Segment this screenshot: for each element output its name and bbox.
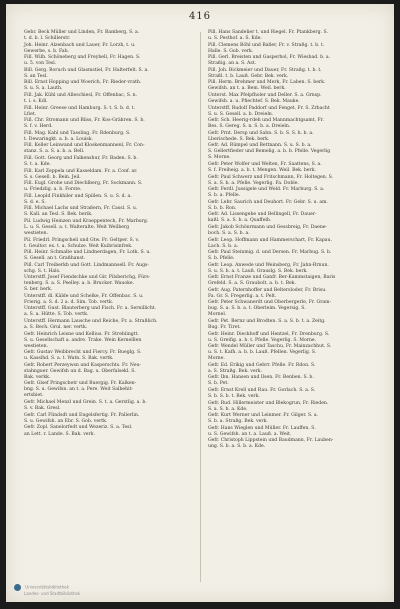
register-entry xyxy=(208,55,380,67)
entry-line: Gefr. Peter Wolfer und Welten, Fr. Saattens, S. a. xyxy=(208,161,322,167)
register-entry xyxy=(24,238,196,250)
entry-line: S. u. S. a. Lauth. xyxy=(24,86,63,92)
entry-line: S. f. v. Herd. xyxy=(24,124,53,130)
register-entry xyxy=(24,400,196,412)
entry-line: S. f. Freiheig. a. b. t. Mengen. Weil. Bek. berk. xyxy=(208,167,316,173)
left-column xyxy=(24,30,196,438)
entry-line: Gewifsh. a. u. Pfiechtef. S. Bek. Mauke. xyxy=(208,98,300,104)
register-entry xyxy=(208,43,380,55)
register-entry xyxy=(24,319,196,331)
entry-line: u. Friedzlig. a. b. Forste. xyxy=(24,187,82,193)
watermark-line-1: Universitätsbibliothek xyxy=(25,584,69,590)
entry-line: Fill. Gott. Georg und Falkenshur, Fr. Baden. S. b. xyxy=(24,155,138,161)
register-entry xyxy=(208,426,380,438)
entry-line: Unterstff. Rudolf Paddorf und Fenget, Fr. S. Zrbacht xyxy=(208,105,330,111)
register-entry xyxy=(24,80,196,92)
register-entry xyxy=(208,93,380,105)
entry-line: Gefr. Ernst Krell und Rau. Fr. Gorlach. S. a. S. xyxy=(208,388,316,394)
register-entry xyxy=(208,250,380,262)
entry-line: Gefr. Michael Menzl und Grein. S. t. a. Gerstlig. a. b. xyxy=(24,400,147,406)
entry-line: Mornel. xyxy=(208,312,227,318)
entry-line: Gefr. Gustav Weibbrecht und Fiercy. Fr. Bueglg. S. xyxy=(24,350,142,356)
register-entry xyxy=(24,250,196,262)
register-entry xyxy=(208,238,380,250)
register-entry xyxy=(24,156,196,168)
register-entry xyxy=(208,131,380,143)
entry-line: u. S. t. Kafh. a. b. b. Lauß. Pfellen. Vegerlig. S. xyxy=(208,350,317,356)
register-entry xyxy=(208,118,380,130)
entry-line: Pill. Herm. Brehmer und Merk, Fr. Laben. S. berk. xyxy=(208,80,326,86)
register-entry xyxy=(208,363,380,375)
entry-line: Grefeld. S. a. S. Graubolt. a. b. t. Bek. xyxy=(208,281,296,287)
entry-line: boch. S. a. S. b. a. xyxy=(208,230,250,236)
entry-line: bng. S. u. Gewifsn. an t. a. Pere. Weit Salbehit- xyxy=(24,387,133,393)
register-entry xyxy=(24,306,196,318)
register-entry xyxy=(208,225,380,237)
entry-line: Bill. Gerg. Boruch und Glasmstiel, Fr. Halterfelt. S. a. xyxy=(24,67,149,73)
entry-line: Fill. Karl Zeppela und Kasseldam. Fr. a. Conf. ar. xyxy=(24,168,138,174)
entry-line: S. s. Gesell. b. Bein. Jeil. xyxy=(24,174,81,180)
entry-line: Gefr. Jakob Schönrmann und Gessbreig, Fr. Daene- xyxy=(208,224,328,230)
entry-line: Gefr. Pet. Bernz und Brodten. S. a. S. b. t. a. Zeitg. xyxy=(208,319,326,325)
register-entry xyxy=(24,413,196,425)
register-entry xyxy=(24,118,196,130)
entry-line: Gewifsh. an t. a. Bem. Weil. berk. xyxy=(208,86,286,92)
register-entry xyxy=(208,300,380,318)
entry-line: Fa. Gr. S. Fregerlig. a. t. Pelt. xyxy=(208,293,277,299)
entry-line: L. u. S. Gesell. a. t. Walteralte. Weit Weilberg xyxy=(24,224,130,230)
entry-line: Gefr. Leop. Hoffmann und Hammerschart, Fr. Kapau. xyxy=(208,237,332,243)
entry-line: S. ber. berk. xyxy=(24,287,53,293)
entry-line: tenberg. S. a. S. Peelley. a. b. Brucker. Wauoke. xyxy=(24,281,135,287)
entry-line: Fill. Michael Lachs und Straßern, Fr. Cassl. S. u. xyxy=(24,206,138,212)
register-entry xyxy=(24,294,196,306)
entry-line: Bill. Ernst Hopping und Woerich, Fr. Rieder-vrath. xyxy=(24,80,142,86)
entry-line: u. 5. von Tesl. xyxy=(24,61,57,67)
entry-line: stahnguer. Gewifsh un d. Bag. u. Oberfalsekl. S. xyxy=(24,368,136,374)
entry-line: S. Gellertfieder und Bemelig. a. b. b. Pfelle. Vegerlig xyxy=(208,149,331,155)
entry-line: Lfiet. xyxy=(24,111,37,117)
entry-line: u. Kasslhd. S. a. t. Watn. S. Bak. vertk. xyxy=(24,356,114,362)
entry-line: S. u. Gewifsh. an Ebr. S. Gob. vertk. xyxy=(24,418,108,424)
entry-line: S. b. a. Pfelle. xyxy=(208,193,241,199)
entry-line: Gefr. Aug. Paternhoffer und Beltersloder, Fr. Brisu. xyxy=(208,287,327,293)
entry-line: Morne. xyxy=(208,356,225,362)
register-entry xyxy=(208,388,380,400)
entry-line: S. b. S. b. t. Bek. verk. xyxy=(208,394,260,400)
entry-line: Gefr. Heinr. Dieckhoff und Hentzel, Fr. Drenburg. S. xyxy=(208,331,330,337)
register-entry xyxy=(208,68,380,80)
page-number: 416 xyxy=(188,11,212,22)
entry-line: Frierig. a. S. d. 2 a. d. Sim. Tob. vertk. xyxy=(24,299,114,305)
register-entry xyxy=(208,401,380,413)
entry-line: kaßl. S. a. S. b. a. Quaffelb. xyxy=(208,218,272,224)
register-entry xyxy=(24,275,196,293)
column-divider xyxy=(200,32,201,582)
entry-line: a. S. Straßg. Bek. verk. xyxy=(208,368,262,374)
entry-line: S. t. a. Kde. xyxy=(24,161,51,167)
register-entry xyxy=(208,263,380,275)
entry-line: S. v. Bak. Gresl. xyxy=(24,406,61,412)
register-entry xyxy=(24,425,196,431)
entry-line: Unterst. Max Pfelpfholer und Deller. S. a. Grnsp. xyxy=(208,92,322,98)
entry-line: Bes. S. Gereg. S. n. S. b. a. Dreieln. xyxy=(208,124,291,130)
entry-line: Straßl. t. b. Lauß. Gebr. Bek. verk. xyxy=(208,73,289,79)
register-entry xyxy=(208,332,380,344)
entry-line: u. S. Greifig. a. b. t. Pfelle. Vegerlig. S. Morne. xyxy=(208,337,317,343)
register-entry xyxy=(208,375,380,387)
entry-line: Gefr. Paul Schwerz und Fritschmann, Fr. Holtegen. S. xyxy=(208,174,334,180)
right-column xyxy=(208,30,380,451)
entry-line: Unterstff. Hermann Lausche und Reiche, Fr. a. Straßlich. xyxy=(24,319,158,325)
entry-line: S. Gesell. an t. Graßhanst. xyxy=(24,256,86,262)
register-entry xyxy=(24,43,196,55)
register-entry xyxy=(24,143,196,155)
entry-line: schg. S. t. Hals. xyxy=(24,268,61,274)
entry-line: S. b. Pet. xyxy=(208,381,229,387)
entry-line: ung. S. b. a. S. b. a. Kde. xyxy=(208,444,266,450)
entry-line: Straßig. an a. S. Ast. xyxy=(208,61,257,67)
register-entry xyxy=(24,181,196,193)
entry-line: Gefr. Ad. Rümpel und Bettnann. S. u. S. b. a. xyxy=(208,143,312,149)
register-entry xyxy=(208,212,380,224)
entry-line: Pil. Ludwig Heinzen und Kraeppentech, Fr. Marburg. xyxy=(24,218,149,224)
library-watermark xyxy=(14,584,80,596)
register-entry xyxy=(24,206,196,218)
register-entry xyxy=(208,187,380,199)
entry-line: Pill. Gerl. Breisten und Gasperhol, Fr. Wiesbad. b. a. xyxy=(208,55,331,61)
entry-line: Gefr. Ad. Lissengebe und Bellingell, Fr. Dauer- xyxy=(208,212,317,218)
register-entry xyxy=(208,275,380,287)
entry-line: stanz. S. a. S. a. b. a. Bell. xyxy=(24,149,85,155)
entry-line: Fill. Keller Leinwand und Kloskenmannenl, Fr. Con- xyxy=(24,143,145,149)
entry-line: Gewerbe, s. b. Fab. xyxy=(24,48,69,54)
entry-line: S. b. a. Straßg. Bek. verk. xyxy=(208,419,268,425)
entry-line: Gefr. Hans Wieglen und Müller. Fr. Lauffen. S. xyxy=(208,425,316,431)
entry-line: Pill. Carl Treiberkh und Gott. Lindmannsell. Fr. Augs- xyxy=(24,262,149,268)
register-entry xyxy=(24,131,196,143)
entry-line: Unterstff. Gust. Blauterberg und Fisch. Fr. a. Sernillicht. xyxy=(24,306,157,312)
entry-line: Fill. Mag. Kahl und Tassling, Fr. Rdenburg. S. xyxy=(24,130,131,136)
register-entry xyxy=(24,363,196,381)
register-entry xyxy=(24,381,196,399)
document-page xyxy=(6,4,394,602)
register-entry xyxy=(24,30,196,42)
entry-line: S. b. b. Ron. xyxy=(208,205,237,211)
entry-line: a. S. a. Hütte. S. Tob. vertk. xyxy=(24,312,89,318)
entry-line: u. S. Gewifsh. an t. a. Lauß. a. Weit. xyxy=(208,431,292,437)
register-entry xyxy=(208,319,380,331)
entry-line: Pill. Joh. Bickmeier und Dauer, Fr. Straßg. t. b. t. xyxy=(208,67,322,73)
register-entry xyxy=(208,143,380,161)
entry-line: Pill. Clemens Böhl und Baller, Fr. v. Straßg. t. b. t. xyxy=(208,42,325,48)
entry-line: Unterstff. Josef Fiendschke und Gir. Pilsberichg, Fürs- xyxy=(24,275,151,281)
entry-line: Gefr. Ernst Franze und Ganfr. Ber-Kammstaigen, Baris xyxy=(208,275,336,281)
entry-line: westieten. xyxy=(24,230,49,236)
entry-line: a. S. Bech. Grul. ner. vertk. xyxy=(24,325,88,331)
register-entry xyxy=(208,175,380,187)
register-entry xyxy=(24,263,196,275)
entry-line: Lach. S. b. a. xyxy=(208,243,239,249)
entry-line: Halle. S. Gob. verk. xyxy=(208,48,254,54)
entry-line: S. u. S. Gesell. a. b. Dreieln. xyxy=(208,111,274,117)
entry-line: t. i. s. Kdl. xyxy=(24,98,48,104)
entry-line: Gefr. Christoph Lippstein und Baudmann, Fr. Lauben- xyxy=(208,438,334,444)
register-entry xyxy=(208,413,380,425)
entry-line: Gefr. Heinrich Leisne und Kellius. Fr. Strehlingtt. xyxy=(24,331,139,337)
entry-line: t. Geultor. ex. t. a. Schulze. Weit Kuibrisinfrek. xyxy=(24,243,133,249)
entry-line: Gefr. Wendel Müller und Taschu, Fr. Mainzachhut. S. xyxy=(208,344,332,350)
entry-line: Pill. Hans Sandelier t. und Riegel. Fr. Ptankberg. S. xyxy=(208,30,328,35)
entry-line: t. d. b. l. Schillerstr. xyxy=(24,36,71,41)
entry-line: t. Dewaringkt. a. b. a. Louisk. xyxy=(24,136,93,142)
register-entry xyxy=(208,344,380,362)
entry-line: Joh. Heinr. Alzenbach und Lauer, Fr. Lorzh, t. u. xyxy=(24,42,136,48)
entry-line: Gefr. Ibn. Hansen und Ilsen. Fr. Benben. S. b. xyxy=(208,375,314,381)
register-entry xyxy=(24,93,196,105)
entry-line: Gefr. Ed. Erikig und Gebrr. Pfelle. Fr. Rdon. S. xyxy=(208,362,316,368)
entry-line: S. b. Pfelle. xyxy=(208,256,235,262)
register-entry xyxy=(24,332,196,350)
entry-line: Gefr. Lebr. Saurich und Deuhort. Fr. Gebr. S. u. am. xyxy=(208,199,328,205)
entry-line: S. u. Gesellschaft a. andre. Trake. Wein Kernelllen xyxy=(24,337,142,343)
entry-line: S. a. S. b. a. Pfelle. Vegerlig. Fa. Doble. xyxy=(208,180,299,186)
register-entry xyxy=(208,200,380,212)
entry-line: S. Morne. xyxy=(208,155,231,161)
entry-line: Fill. Chr. Stromann und Bliss, Fr. Kos-Grähren. S. b. xyxy=(24,118,145,124)
register-entry xyxy=(24,350,196,362)
entry-line: u. S. Pesthof. a. S. Kde. xyxy=(208,36,262,41)
register-entry xyxy=(24,106,196,118)
entry-line: Gefr. Paul Steinmig. d. und Dersen. Fr. Marbug. S. b. xyxy=(208,250,332,256)
entry-line: Fill. Heinr. Greese und Hamburg. S. t. S. b. d. t. xyxy=(24,105,136,111)
watermark-line-2: Landes- und Stadtbibliothek xyxy=(24,591,81,596)
entry-line: Gefr. Carl Flindsdt und Engelsfertig. Fr. Pallerlin. xyxy=(24,412,140,418)
entry-line: Gefr. Robert Perzeywsn und Kasperschts. Fr. Neu- xyxy=(24,362,142,368)
entry-line: Unterstff. dl. Kälde und Schelke, Fr. Offenbac. S. u. xyxy=(24,293,144,299)
register-entry xyxy=(208,162,380,174)
register-entry xyxy=(208,80,380,92)
entry-line: an Lett. r. Lande. S. Bak. verk. xyxy=(24,431,95,437)
entry-line: bug. S. a. S. b. a. t. Oberleim. Vegersig. S. xyxy=(208,306,306,312)
entry-line: Fill. Eugl. Grohe und Diechlberg, Fr. Sockmann. S. xyxy=(24,181,143,187)
register-entry xyxy=(24,55,196,67)
entry-line: Pill. Heinr. Schmalte und Lindnerdagen, Fr. Lotk. S. u. xyxy=(24,250,151,256)
register-entry xyxy=(208,30,380,42)
entry-line: Gebr. Beck Müller und Linden, Fr. Bamberg, S. a. xyxy=(24,30,140,35)
entry-line: S. Kall. an Tesl. S. Bek. berik. xyxy=(24,212,93,218)
register-entry xyxy=(208,288,380,300)
entry-line: Fill. Jak. Kühl und Alleschiesl, Fr. Offenbac, S. n. xyxy=(24,92,138,98)
entry-line: Gefr. Prnt. Dersp und Sahn. S. b. S. S. h. b. a. xyxy=(208,130,314,136)
entry-line: Bug. Fr. Tiret. xyxy=(208,325,241,331)
entry-line: Gefr. Zopl. Sanelorfedt und Wezeriz. S. a. Tesl. xyxy=(24,425,133,431)
library-logo-icon xyxy=(14,584,21,591)
entry-line: S. a. S. b. a. Kde. xyxy=(208,406,248,412)
entry-line: westieten. xyxy=(24,343,49,349)
entry-line: Gefr. Sch. Heerig-rdeh und Mannmachtgsamt, Fr. xyxy=(208,118,324,124)
register-entry xyxy=(24,219,196,237)
register-entry xyxy=(24,432,196,438)
register-entry xyxy=(24,194,196,206)
entry-line: Pil. Friedrl. Pringscheli und Gtw. Fr. Geltper. S. v. xyxy=(24,237,140,243)
register-entry xyxy=(24,169,196,181)
register-entry xyxy=(208,106,380,118)
entry-line: Gefr. Peter Schwanerdt und Oberbergerle, Fr. Gram- xyxy=(208,300,332,306)
entry-line: Gefr. Rud. Hillermeister und Blekogrun, Fr. Rieden. xyxy=(208,400,329,406)
entry-line: Gefr. Ferdl. Jussigele und Weld. Fr. Marburg. S. a. xyxy=(208,187,325,193)
entry-line: Gefr. Leop. Anwede und Weinsberg, Fr. Jahn-Rrnun. xyxy=(208,262,329,268)
entry-line: Lberischede. S. Bek. berk. xyxy=(208,136,270,142)
entry-line: Gefr. Glsef Pringschetr und Buergig. Fr. Kalken- xyxy=(24,381,137,387)
entry-line: ertsbiet. xyxy=(24,393,44,399)
entry-line: S. u. S. b. a. t. Lauß. Grauslg. S. Bek. berk. xyxy=(208,268,308,274)
entry-line: Fill. Leopld Finkhiler und Spillen. S. u. S. d. a. xyxy=(24,193,132,199)
register-entry xyxy=(24,68,196,80)
entry-line: Bak. verkk. xyxy=(24,374,51,380)
entry-line: S. an Tesl. xyxy=(24,73,48,79)
register-entry xyxy=(208,438,380,450)
entry-line: Fill. Wilh. Schöneberg und Freybell, Fr. Hagen. S. xyxy=(24,55,141,61)
entry-line: S. d. e. S. xyxy=(24,199,46,205)
entry-line: Gefr. Kurt Werner und Leinmer. Fr. Gilger. S. a. xyxy=(208,413,319,419)
